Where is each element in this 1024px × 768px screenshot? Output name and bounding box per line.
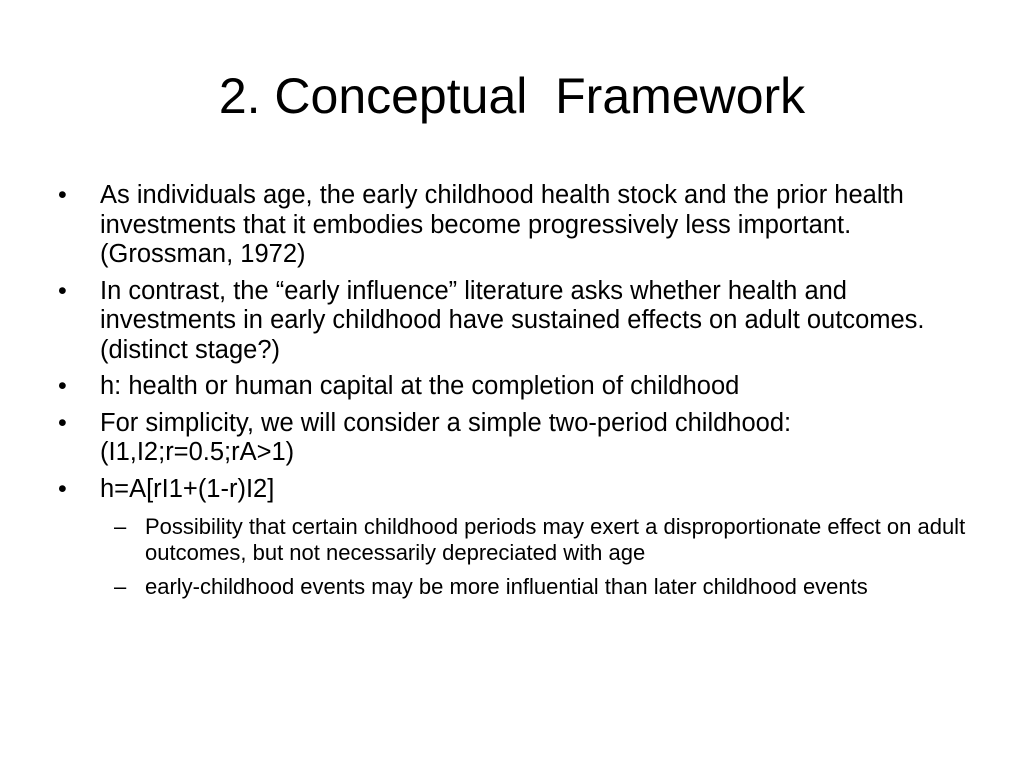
sub-bullet-text: Possibility that certain childhood periods may exert a disproportionate effect on adult outcomes, but not necessarily depreciated with age (145, 514, 966, 565)
sub-bullet-item (58, 574, 970, 600)
sub-bullet-text: early-childhood events may be more influential than later childhood events (145, 574, 868, 599)
bullet-item (58, 409, 970, 468)
bullet-icon: • (58, 372, 67, 400)
bullet-text: h=A[rI1+(1-r)I2] (100, 474, 275, 503)
bullet-text: For simplicity, we will consider a simple two-period childhood:(I1,I2;r=0.5;rA>1) (100, 408, 792, 466)
bullet-item (58, 181, 970, 270)
bullet-icon: • (58, 181, 67, 209)
bullet-icon: • (58, 276, 67, 305)
bullet-list (58, 181, 970, 609)
slide-title: 2. Conceptual Framework (218, 68, 806, 124)
bullet-text: As individuals age, the early childhood health stock and the prior health investments that it embodies become progressively less important. (Grossman, 1972) (100, 181, 904, 268)
bullet-icon: • (58, 408, 67, 437)
dash-icon: – (114, 514, 127, 539)
sub-bullet-item (58, 514, 970, 565)
bullet-icon: • (58, 474, 67, 503)
dash-icon: – (114, 574, 127, 599)
bullet-text: h: health or human capital at the completion of childhood (100, 372, 740, 400)
bullet-item (58, 475, 970, 505)
bullet-item (58, 277, 970, 366)
bullet-item (58, 372, 970, 402)
bullet-text: In contrast, the “early influence” literature asks whether health and investments in early childhood have sustained effects on adult outcomes. (distinct stage?) (100, 276, 925, 364)
sub-bullet-list (58, 514, 970, 600)
